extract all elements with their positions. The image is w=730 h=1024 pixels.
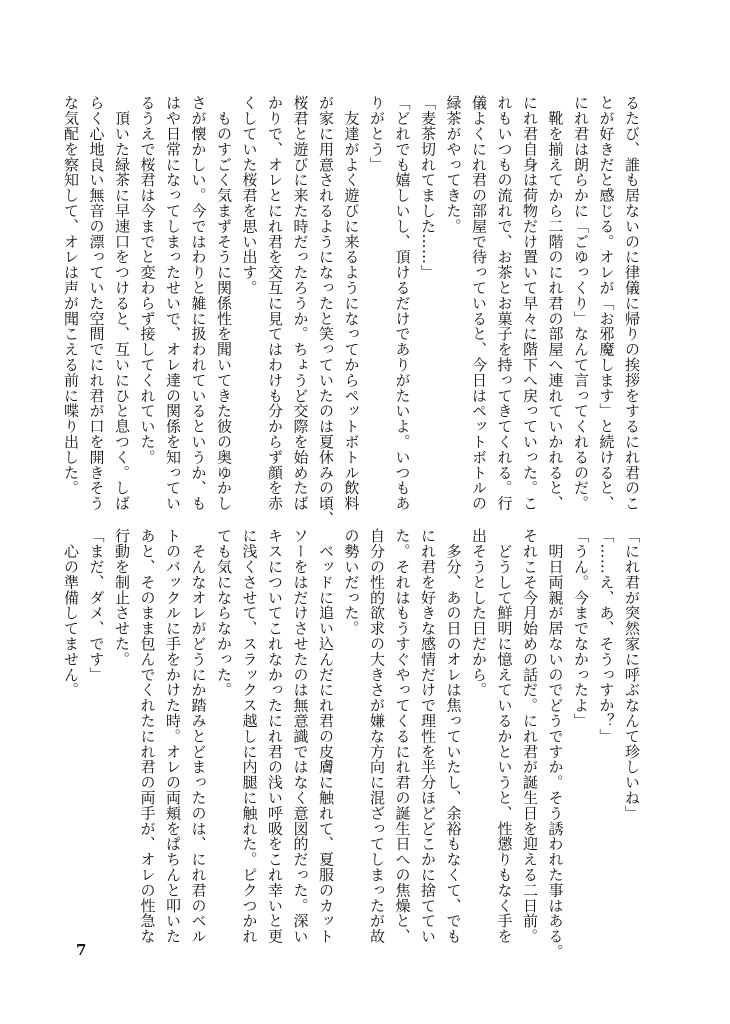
text-line: 緑茶がやってきた。 bbox=[444, 95, 463, 234]
text-line: 「うん。今までなかったよ」 bbox=[572, 528, 590, 729]
text-line: 靴を揃えてから二階のにれ君の部屋へ連れていかれると、 bbox=[546, 95, 565, 511]
text-line: ソーをはだけさせたのは無意識ではなく意図的だった。深い bbox=[291, 528, 310, 944]
text-line: 心の準備してません。 bbox=[62, 528, 80, 698]
text-line: らく心地良い無音の漂っていた空間でにれ君が口を開きそう bbox=[87, 95, 106, 511]
text-line: に浅くさせて、スラックス越しに内腿に触れた。ピクつかれ bbox=[240, 528, 259, 944]
text-line: くしていた桜君を思い出す。 bbox=[240, 95, 259, 296]
text-line: とが好きだと感じる。オレが「お邪魔します」と続けると、 bbox=[597, 95, 616, 511]
text-line: 「どれでも嬉しいし、頂けるだけでありがたいよ。いつもあ bbox=[393, 95, 412, 511]
text-line: はや日常になってしまったせいで、オレ達の関係を知ってい bbox=[164, 95, 182, 511]
text-line: 友達がよく遊びに来るようになってからペットボトル飲料 bbox=[342, 95, 361, 511]
text-line: それこそ今月始めの話だ。にれ君が誕生日を迎える二日前。 bbox=[521, 528, 539, 944]
text-line: 「まだ、ダメ、です」 bbox=[87, 528, 106, 682]
text-line: 出そうとした日だから。 bbox=[470, 528, 488, 698]
text-line: な気配を察知して、オレは声が聞こえる前に喋り出した。 bbox=[62, 95, 80, 496]
text-line: 儀よくにれ君の部屋で待っていると、今日はペットボトルの bbox=[470, 95, 488, 511]
text-line: ても気にならなかった。 bbox=[215, 528, 233, 698]
text-line: にれ君は朗らかに「ごゆっくり」なんて言ってくれるのだ。 bbox=[572, 95, 590, 511]
text-line: あと、そのまま包んでくれたにれ君の両手が、オレの性急な bbox=[138, 528, 157, 944]
text-line: るうえで桜君は今までと変わらず接してくれていた。 bbox=[138, 95, 157, 465]
text-line: ベッドに追い込んだにれ君の皮膚に触れて、夏服のカット bbox=[317, 528, 335, 944]
text-line: にれ君自身は荷物だけ置いて早々に階下へ戻っていった。こ bbox=[521, 95, 539, 511]
text-line: た。それはもうすぐやってくるにれ君の誕生日への焦燥と、 bbox=[393, 528, 412, 944]
upper-text-block bbox=[62, 95, 644, 527]
text-line: そんなオレがどうにか踏みとどまったのは、にれ君のベル bbox=[189, 528, 208, 944]
text-line: 「……え、あ、そうっすか？」 bbox=[597, 528, 616, 744]
text-line: 「麦茶切れてました……」 bbox=[419, 95, 437, 280]
text-line: 行動を制止させた。 bbox=[113, 528, 131, 667]
text-line: 「にれ君が突然家に呼ぶなんて珍しいね」 bbox=[623, 528, 641, 821]
text-line: の勢いだった。 bbox=[342, 528, 361, 636]
text-line: 頂いた緑茶に早速口をつけると、互いにひと息つく。しば bbox=[113, 95, 131, 511]
text-line: どうして鮮明に憶えているかというと、性懲りもなく手を bbox=[495, 528, 514, 944]
text-line: ものすごく気まずそうに関係性を聞いてきた彼の奥ゆかし bbox=[215, 95, 233, 511]
text-line: るたび、誰も居ないのに律儀に帰りの挨拶をするにれ君のこ bbox=[623, 95, 641, 511]
lower-text-block bbox=[62, 528, 644, 960]
text-line: れもいつもの流れで、お茶とお菓子を持ってきてくれる。行 bbox=[495, 95, 514, 511]
text-line: 桜君と遊びに来た時だったろうか。ちょうど交際を始めたば bbox=[291, 95, 310, 511]
text-line: りがとう」 bbox=[368, 95, 386, 172]
page-number: 7 bbox=[76, 941, 87, 959]
text-line: 自分の性的欲求の大きさが嫌な方向に混ざってしまったが故 bbox=[368, 528, 386, 944]
text-line: が家に用意されるようになったと笑っていたのは夏休みの頃、 bbox=[317, 95, 335, 527]
text-line: 多分、あの日のオレは焦っていたし、余裕もなくて、でも bbox=[444, 528, 463, 944]
text-line: 明日両親が居ないのでどうですか。そう誘われた事はある。 bbox=[546, 528, 565, 960]
text-line: にれ君を好きな感情だけで理性を半分ほどどこかに捨ててい bbox=[419, 528, 437, 944]
text-line: トのバックルに手をかけた時。オレの両頬をぱちんと叩いた bbox=[164, 528, 182, 944]
text-line: さが懐かしい。今ではわりと雑に扱われているというか、も bbox=[189, 95, 208, 511]
text-line: キスについてこれなかったにれ君の浅い呼吸をこれ幸いと更 bbox=[266, 528, 284, 944]
text-line: かりで、オレとにれ君を交互に見てはわけも分からず顔を赤 bbox=[266, 95, 284, 511]
